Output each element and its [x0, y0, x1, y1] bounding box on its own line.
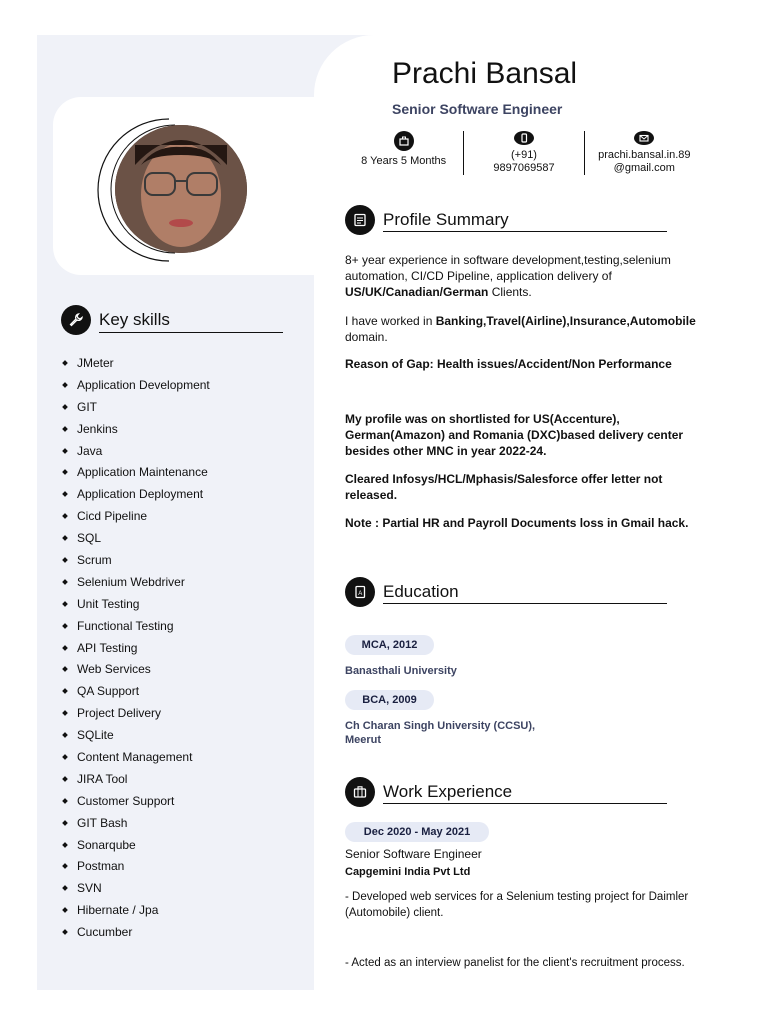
skill-item [61, 924, 210, 946]
skill-label: Scrum [77, 553, 112, 568]
skill-item [61, 858, 210, 880]
skill-label: Selenium Webdriver [77, 574, 185, 589]
bullet-icon [62, 623, 68, 629]
bullet-icon [62, 886, 68, 892]
skills-heading [61, 305, 170, 335]
skill-item [61, 727, 210, 749]
skill-item [61, 355, 210, 377]
briefcase-icon [394, 131, 414, 151]
work-company: Capgemini India Pvt Ltd [345, 866, 471, 878]
contact-bar [344, 131, 704, 175]
skill-item [61, 749, 210, 771]
contact-experience [344, 131, 463, 175]
education-underline [383, 603, 667, 604]
bullet-icon [62, 513, 68, 519]
skill-item [61, 661, 210, 683]
skill-item [61, 618, 210, 640]
resume-page [37, 35, 731, 990]
bullet-icon [62, 689, 68, 695]
skill-item [61, 443, 210, 465]
bullet-icon [62, 645, 68, 651]
work-underline [383, 803, 667, 804]
bullet-icon [62, 798, 68, 804]
skill-label: SQLite [77, 728, 114, 743]
skill-label: Application Development [77, 377, 210, 392]
bullet-icon [62, 820, 68, 826]
skill-item [61, 705, 210, 727]
bullet-icon [62, 579, 68, 585]
wrench-icon [61, 305, 91, 335]
work-position: Senior Software Engineer [345, 847, 482, 861]
phone-code: (+91) [510, 149, 537, 161]
bullet-icon [62, 754, 68, 760]
skill-label: Functional Testing [77, 618, 174, 633]
bullet-icon [62, 667, 68, 673]
skill-item [61, 640, 210, 662]
skill-item [61, 508, 210, 530]
degree-badge: BCA, 2009 [345, 690, 434, 710]
skill-label: Content Management [77, 750, 193, 765]
work-period-badge: Dec 2020 - May 2021 [345, 822, 489, 842]
skill-item [61, 530, 210, 552]
profile-photo-area [97, 115, 257, 265]
skill-label: Java [77, 443, 103, 458]
svg-text:A: A [358, 591, 363, 597]
skill-item [61, 464, 210, 486]
bullet-icon [62, 842, 68, 848]
skill-label: Customer Support [77, 793, 175, 808]
skill-label: API Testing [77, 640, 138, 655]
skill-label: Postman [77, 859, 125, 874]
skill-label: Web Services [77, 662, 151, 677]
bullet-icon [62, 929, 68, 935]
skill-label: Jenkins [77, 421, 118, 436]
summary-title: Profile Summary [383, 210, 509, 229]
briefcase-icon [345, 777, 375, 807]
skills-list [61, 355, 210, 946]
candidate-name: Prachi Bansal [392, 57, 578, 90]
skill-label: SQL [77, 531, 102, 546]
skill-label: Application Maintenance [77, 465, 208, 480]
skill-item [61, 421, 210, 443]
skill-item [61, 486, 210, 508]
work-bullet: - Developed web services for a Selenium testing project for Daimler (Automobile) client. [345, 891, 689, 919]
bullet-icon [62, 448, 68, 454]
summary-paragraph-1: 8+ year experience in software development,testing,selenium automation, CI/CD Pipeline, application delivery of US/UK/Canadian/German Clients. [345, 253, 671, 299]
skill-label: Unit Testing [77, 596, 140, 611]
bullet-icon [62, 404, 68, 410]
university-name: Banasthali University [345, 665, 457, 677]
bullet-icon [62, 470, 68, 476]
skill-label: Hibernate / Jpa [77, 903, 159, 918]
bullet-icon [62, 601, 68, 607]
summary-paragraph-3: Reason of Gap: Health issues/Accident/Non Performance [345, 357, 672, 371]
skill-item [61, 880, 210, 902]
bullet-icon [62, 864, 68, 870]
avatar [115, 125, 247, 253]
document-icon [345, 205, 375, 235]
email-line2[interactable]: @gmail.com [613, 162, 675, 174]
bullet-icon [62, 776, 68, 782]
skill-item [61, 596, 210, 618]
summary-underline [383, 231, 667, 232]
book-icon [345, 577, 375, 607]
mail-icon [634, 131, 654, 145]
bullet-icon [62, 382, 68, 388]
skill-label: QA Support [77, 684, 140, 699]
skill-label: Cicd Pipeline [77, 509, 148, 524]
skill-item [61, 683, 210, 705]
experience-text: 8 Years 5 Months [361, 155, 447, 167]
skill-label: Sonarqube [77, 837, 136, 852]
job-title: Senior Software Engineer [392, 101, 563, 117]
bullet-icon [62, 492, 68, 498]
degree-badge: MCA, 2012 [345, 635, 434, 655]
skill-item [61, 793, 210, 815]
skill-label: GIT Bash [77, 815, 128, 830]
bullet-icon [62, 907, 68, 913]
contact-phone [464, 131, 583, 175]
skill-item [61, 837, 210, 859]
skill-item [61, 902, 210, 924]
skills-title: Key skills [99, 310, 170, 329]
summary-paragraph-4: My profile was on shortlisted for US(Accenture), German(Amazon) and Romania (DXC)based delivery center besides other MNC in year 2022-24. [345, 412, 684, 458]
phone-number[interactable]: 9897069587 [493, 162, 555, 174]
skill-label: JIRA Tool [77, 771, 128, 786]
summary-paragraph-5: Cleared Infosys/HCL/Mphasis/Salesforce offer letter not released. [345, 472, 663, 502]
bullet-icon [62, 360, 68, 366]
education-title: Education [383, 582, 459, 601]
skill-item [61, 574, 210, 596]
skill-label: Cucumber [77, 925, 133, 940]
skill-label: SVN [77, 881, 102, 896]
skill-item [61, 399, 210, 421]
work-bullet: - Acted as an interview panelist for the client's recruitment process. [345, 957, 685, 969]
summary-paragraph-6: Note : Partial HR and Payroll Documents loss in Gmail hack. [345, 516, 689, 530]
bullet-icon [62, 732, 68, 738]
bullet-icon [62, 426, 68, 432]
skill-label: GIT [77, 399, 97, 414]
bullet-icon [62, 557, 68, 563]
bullet-icon [62, 535, 68, 541]
work-title: Work Experience [383, 782, 513, 801]
bullet-icon [62, 710, 68, 716]
email-line1[interactable]: prachi.bansal.in.89 [598, 149, 691, 161]
contact-email [585, 131, 704, 175]
skill-item [61, 815, 210, 837]
summary-paragraph-2: I have worked in Banking,Travel(Airline),Insurance,Automobile domain. [345, 314, 696, 344]
skill-item [61, 552, 210, 574]
skills-underline [99, 332, 283, 333]
skill-label: Application Deployment [77, 487, 204, 502]
skill-label: JMeter [77, 356, 114, 370]
skill-label: Project Delivery [77, 706, 162, 721]
university-name: Ch Charan Singh University (CCSU), Meerut [345, 720, 536, 746]
skill-item [61, 771, 210, 793]
phone-icon [514, 131, 534, 145]
skill-item [61, 377, 210, 399]
